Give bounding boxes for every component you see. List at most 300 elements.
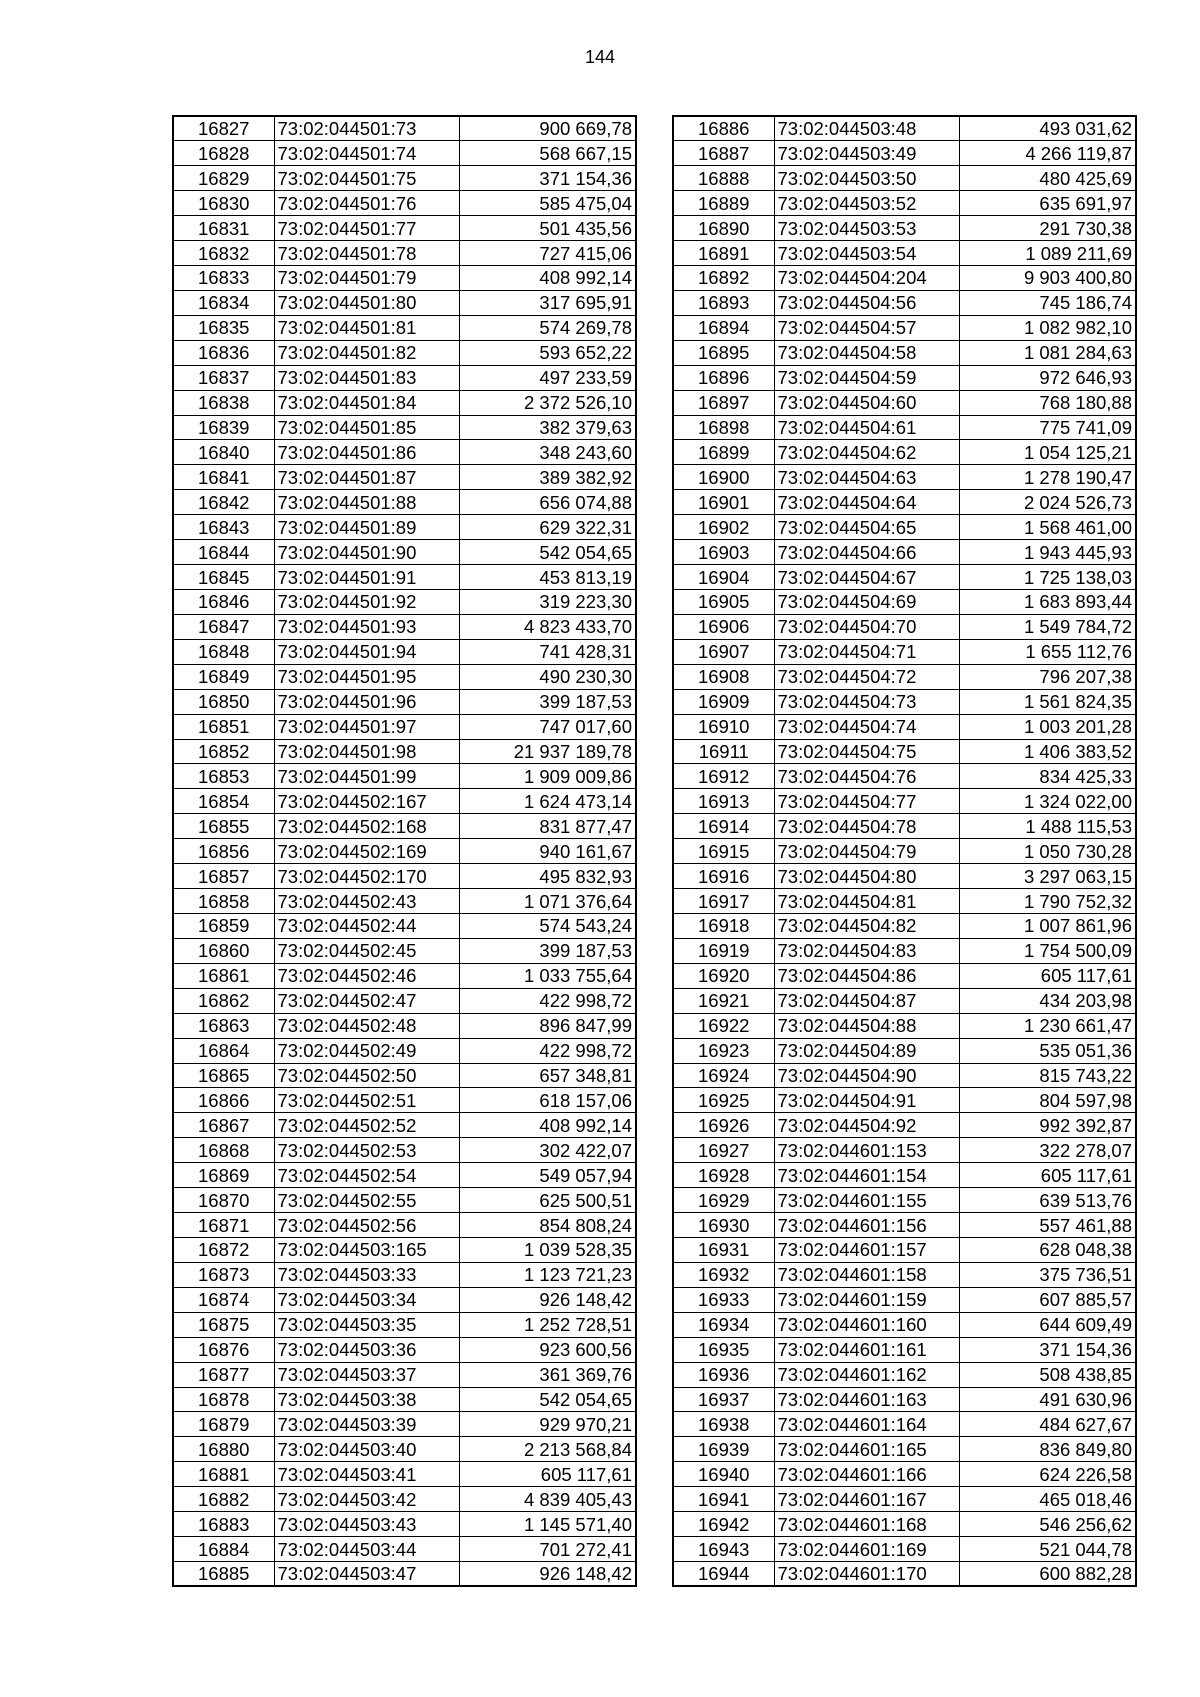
row-number-cell: 16916	[673, 864, 774, 889]
table-row	[173, 590, 636, 615]
cadastral-number-cell: 73:02:044504:204	[774, 266, 959, 291]
cadastral-number-cell: 73:02:044502:46	[274, 963, 459, 988]
table-row	[673, 739, 1136, 764]
value-cell: 1 568 461,00	[959, 515, 1136, 540]
table-row	[673, 1262, 1136, 1287]
cadastral-number-cell: 73:02:044601:169	[774, 1537, 959, 1562]
cadastral-number-cell: 73:02:044501:78	[274, 241, 459, 266]
value-cell: 508 438,85	[959, 1362, 1136, 1387]
table-row	[173, 191, 636, 216]
table-row	[173, 390, 636, 415]
table-row	[173, 1213, 636, 1238]
value-cell: 1 754 500,09	[959, 938, 1136, 963]
table-row	[173, 764, 636, 789]
table-row	[173, 440, 636, 465]
table-row	[173, 1387, 636, 1412]
value-cell: 834 425,33	[959, 764, 1136, 789]
row-number-cell: 16918	[673, 914, 774, 939]
row-number-cell: 16860	[173, 938, 274, 963]
row-number-cell: 16881	[173, 1462, 274, 1487]
value-cell: 701 272,41	[459, 1537, 636, 1562]
value-cell: 768 180,88	[959, 390, 1136, 415]
value-cell: 1 790 752,32	[959, 889, 1136, 914]
row-number-cell: 16846	[173, 590, 274, 615]
cadastral-number-cell: 73:02:044503:40	[274, 1437, 459, 1462]
row-number-cell: 16849	[173, 664, 274, 689]
cadastral-number-cell: 73:02:044601:161	[774, 1337, 959, 1362]
value-cell: 1 549 784,72	[959, 614, 1136, 639]
cadastral-number-cell: 73:02:044601:166	[774, 1462, 959, 1487]
cadastral-number-cell: 73:02:044503:42	[274, 1487, 459, 1512]
value-cell: 361 369,76	[459, 1362, 636, 1387]
value-cell: 1 082 982,10	[959, 315, 1136, 340]
table-row	[173, 565, 636, 590]
row-number-cell: 16911	[673, 739, 774, 764]
row-number-cell: 16893	[673, 290, 774, 315]
row-number-cell: 16904	[673, 565, 774, 590]
value-cell: 399 187,53	[459, 689, 636, 714]
cadastral-number-cell: 73:02:044502:43	[274, 889, 459, 914]
table-row	[673, 1113, 1136, 1138]
row-number-cell: 16905	[673, 590, 774, 615]
table-row	[673, 266, 1136, 291]
value-cell: 926 148,42	[459, 1561, 636, 1586]
row-number-cell: 16907	[673, 639, 774, 664]
cadastral-number-cell: 73:02:044501:83	[274, 365, 459, 390]
table-row	[673, 814, 1136, 839]
row-number-cell: 16929	[673, 1188, 774, 1213]
table-row	[673, 1387, 1136, 1412]
table-row	[673, 390, 1136, 415]
value-cell: 1 252 728,51	[459, 1312, 636, 1337]
cadastral-number-cell: 73:02:044504:87	[774, 988, 959, 1013]
value-cell: 600 882,28	[959, 1561, 1136, 1586]
value-cell: 399 187,53	[459, 938, 636, 963]
value-cell: 605 117,61	[959, 1163, 1136, 1188]
row-number-cell: 16852	[173, 739, 274, 764]
value-cell: 854 808,24	[459, 1213, 636, 1238]
cadastral-number-cell: 73:02:044504:58	[774, 340, 959, 365]
row-number-cell: 16913	[673, 789, 774, 814]
cadastral-number-cell: 73:02:044501:79	[274, 266, 459, 291]
cadastral-number-cell: 73:02:044504:86	[774, 963, 959, 988]
row-number-cell: 16885	[173, 1561, 274, 1586]
row-number-cell: 16844	[173, 540, 274, 565]
cadastral-number-cell: 73:02:044502:54	[274, 1163, 459, 1188]
cadastral-number-cell: 73:02:044501:99	[274, 764, 459, 789]
cadastral-number-cell: 73:02:044503:47	[274, 1561, 459, 1586]
value-cell: 2 024 526,73	[959, 490, 1136, 515]
value-cell: 1 561 824,35	[959, 689, 1136, 714]
table-row	[673, 1537, 1136, 1562]
table-row	[173, 639, 636, 664]
cadastral-number-cell: 73:02:044503:54	[774, 241, 959, 266]
row-number-cell: 16842	[173, 490, 274, 515]
value-cell: 491 630,96	[959, 1387, 1136, 1412]
table-row	[673, 889, 1136, 914]
row-number-cell: 16874	[173, 1287, 274, 1312]
table-row	[673, 689, 1136, 714]
table-row	[173, 864, 636, 889]
table-row	[673, 1013, 1136, 1038]
table-row	[173, 315, 636, 340]
table-row	[673, 864, 1136, 889]
cadastral-number-cell: 73:02:044502:45	[274, 938, 459, 963]
row-number-cell: 16895	[673, 340, 774, 365]
value-cell: 434 203,98	[959, 988, 1136, 1013]
value-cell: 929 970,21	[459, 1412, 636, 1437]
row-number-cell: 16865	[173, 1063, 274, 1088]
value-cell: 745 186,74	[959, 290, 1136, 315]
table-row	[673, 540, 1136, 565]
value-cell: 535 051,36	[959, 1038, 1136, 1063]
cadastral-number-cell: 73:02:044502:48	[274, 1013, 459, 1038]
row-number-cell: 16868	[173, 1138, 274, 1163]
cadastral-number-cell: 73:02:044502:170	[274, 864, 459, 889]
value-cell: 453 813,19	[459, 565, 636, 590]
table-row	[673, 839, 1136, 864]
row-number-cell: 16854	[173, 789, 274, 814]
cadastral-number-cell: 73:02:044501:98	[274, 739, 459, 764]
cadastral-number-cell: 73:02:044601:160	[774, 1312, 959, 1337]
cadastral-number-cell: 73:02:044504:64	[774, 490, 959, 515]
row-number-cell: 16921	[673, 988, 774, 1013]
row-number-cell: 16903	[673, 540, 774, 565]
row-number-cell: 16877	[173, 1362, 274, 1387]
value-cell: 322 278,07	[959, 1138, 1136, 1163]
value-cell: 1 003 201,28	[959, 714, 1136, 739]
table-row	[173, 914, 636, 939]
row-number-cell: 16834	[173, 290, 274, 315]
value-cell: 317 695,91	[459, 290, 636, 315]
table-row	[173, 340, 636, 365]
table-row	[173, 664, 636, 689]
cadastral-number-cell: 73:02:044504:60	[774, 390, 959, 415]
table-row	[673, 216, 1136, 241]
row-number-cell: 16863	[173, 1013, 274, 1038]
row-number-cell: 16920	[673, 963, 774, 988]
row-number-cell: 16841	[173, 465, 274, 490]
table-row	[173, 988, 636, 1013]
table-row	[173, 116, 636, 141]
cadastral-number-cell: 73:02:044501:96	[274, 689, 459, 714]
cadastral-number-cell: 73:02:044502:52	[274, 1113, 459, 1138]
cadastral-number-cell: 73:02:044504:63	[774, 465, 959, 490]
cadastral-number-cell: 73:02:044504:56	[774, 290, 959, 315]
cadastral-number-cell: 73:02:044501:77	[274, 216, 459, 241]
row-number-cell: 16941	[673, 1487, 774, 1512]
value-cell: 371 154,36	[459, 166, 636, 191]
cadastral-number-cell: 73:02:044601:167	[774, 1487, 959, 1512]
table-row	[673, 938, 1136, 963]
table-row	[173, 1312, 636, 1337]
value-cell: 2 372 526,10	[459, 390, 636, 415]
table-row	[173, 1063, 636, 1088]
value-cell: 1 683 893,44	[959, 590, 1136, 615]
table-row	[173, 1188, 636, 1213]
table-row	[173, 290, 636, 315]
cadastral-number-cell: 73:02:044504:67	[774, 565, 959, 590]
cadastral-number-cell: 73:02:044501:86	[274, 440, 459, 465]
cadastral-number-cell: 73:02:044601:153	[774, 1138, 959, 1163]
cadastral-number-cell: 73:02:044601:164	[774, 1412, 959, 1437]
row-number-cell: 16944	[673, 1561, 774, 1586]
cadastral-number-cell: 73:02:044501:81	[274, 315, 459, 340]
row-number-cell: 16931	[673, 1237, 774, 1262]
row-number-cell: 16835	[173, 315, 274, 340]
row-number-cell: 16829	[173, 166, 274, 191]
cadastral-number-cell: 73:02:044501:73	[274, 116, 459, 141]
table-row	[673, 440, 1136, 465]
value-cell: 501 435,56	[459, 216, 636, 241]
cadastral-number-cell: 73:02:044601:170	[774, 1561, 959, 1586]
cadastral-number-cell: 73:02:044504:90	[774, 1063, 959, 1088]
row-number-cell: 16884	[173, 1537, 274, 1562]
cadastral-number-cell: 73:02:044501:87	[274, 465, 459, 490]
row-number-cell: 16875	[173, 1312, 274, 1337]
table-row	[173, 714, 636, 739]
cadastral-number-cell: 73:02:044501:89	[274, 515, 459, 540]
row-number-cell: 16892	[673, 266, 774, 291]
cadastral-number-cell: 73:02:044504:83	[774, 938, 959, 963]
table-row	[173, 1287, 636, 1312]
value-cell: 1 943 445,93	[959, 540, 1136, 565]
row-number-cell: 16923	[673, 1038, 774, 1063]
page-number: 144	[584, 47, 616, 67]
table-row	[673, 191, 1136, 216]
cadastral-number-cell: 73:02:044504:65	[774, 515, 959, 540]
cadastral-number-cell: 73:02:044501:91	[274, 565, 459, 590]
row-number-cell: 16932	[673, 1262, 774, 1287]
table-row	[173, 1262, 636, 1287]
table-row	[673, 988, 1136, 1013]
row-number-cell: 16840	[173, 440, 274, 465]
row-number-cell: 16926	[673, 1113, 774, 1138]
cadastral-number-cell: 73:02:044502:53	[274, 1138, 459, 1163]
row-number-cell: 16871	[173, 1213, 274, 1238]
value-cell: 542 054,65	[459, 540, 636, 565]
value-cell: 408 992,14	[459, 1113, 636, 1138]
row-number-cell: 16872	[173, 1237, 274, 1262]
table-row	[173, 1013, 636, 1038]
cadastral-number-cell: 73:02:044503:37	[274, 1362, 459, 1387]
cadastral-number-cell: 73:02:044501:76	[274, 191, 459, 216]
value-cell: 992 392,87	[959, 1113, 1136, 1138]
table-row	[173, 1561, 636, 1586]
row-number-cell: 16909	[673, 689, 774, 714]
value-cell: 1 488 115,53	[959, 814, 1136, 839]
cadastral-number-cell: 73:02:044503:39	[274, 1412, 459, 1437]
value-cell: 2 213 568,84	[459, 1437, 636, 1462]
table-row	[673, 241, 1136, 266]
value-cell: 542 054,65	[459, 1387, 636, 1412]
value-cell: 1 230 661,47	[959, 1013, 1136, 1038]
cadastral-number-cell: 73:02:044503:48	[774, 116, 959, 141]
row-number-cell: 16936	[673, 1362, 774, 1387]
table-row	[173, 216, 636, 241]
register-table-body	[173, 116, 636, 1586]
cadastral-number-cell: 73:02:044504:62	[774, 440, 959, 465]
value-cell: 618 157,06	[459, 1088, 636, 1113]
row-number-cell: 16901	[673, 490, 774, 515]
row-number-cell: 16859	[173, 914, 274, 939]
row-number-cell: 16890	[673, 216, 774, 241]
table-row	[673, 315, 1136, 340]
table-row	[173, 465, 636, 490]
cadastral-number-cell: 73:02:044501:97	[274, 714, 459, 739]
table-row	[173, 789, 636, 814]
row-number-cell: 16856	[173, 839, 274, 864]
row-number-cell: 16915	[673, 839, 774, 864]
table-row	[673, 1038, 1136, 1063]
row-number-cell: 16917	[673, 889, 774, 914]
table-row	[673, 1088, 1136, 1113]
row-number-cell: 16836	[173, 340, 274, 365]
value-cell: 3 297 063,15	[959, 864, 1136, 889]
cadastral-number-cell: 73:02:044601:159	[774, 1287, 959, 1312]
cadastral-number-cell: 73:02:044601:155	[774, 1188, 959, 1213]
cadastral-number-cell: 73:02:044502:47	[274, 988, 459, 1013]
cadastral-number-cell: 73:02:044503:41	[274, 1462, 459, 1487]
row-number-cell: 16943	[673, 1537, 774, 1562]
table-row	[673, 1561, 1136, 1586]
table-row	[173, 839, 636, 864]
row-number-cell: 16940	[673, 1462, 774, 1487]
cadastral-number-cell: 73:02:044504:76	[774, 764, 959, 789]
table-row	[673, 1163, 1136, 1188]
cadastral-number-cell: 73:02:044503:33	[274, 1262, 459, 1287]
table-row	[673, 1138, 1136, 1163]
cadastral-number-cell: 73:02:044502:51	[274, 1088, 459, 1113]
cadastral-number-cell: 73:02:044504:88	[774, 1013, 959, 1038]
cadastral-number-cell: 73:02:044503:165	[274, 1237, 459, 1262]
cadastral-number-cell: 73:02:044601:163	[774, 1387, 959, 1412]
row-number-cell: 16899	[673, 440, 774, 465]
value-cell: 1 145 571,40	[459, 1512, 636, 1537]
table-row	[673, 565, 1136, 590]
cadastral-number-cell: 73:02:044504:77	[774, 789, 959, 814]
value-cell: 382 379,63	[459, 415, 636, 440]
table-row	[673, 141, 1136, 166]
table-row	[673, 1312, 1136, 1337]
table-row	[173, 141, 636, 166]
table-row	[173, 415, 636, 440]
value-cell: 490 230,30	[459, 664, 636, 689]
value-cell: 900 669,78	[459, 116, 636, 141]
table-row	[673, 714, 1136, 739]
value-cell: 972 646,93	[959, 365, 1136, 390]
cadastral-number-cell: 73:02:044504:78	[774, 814, 959, 839]
row-number-cell: 16906	[673, 614, 774, 639]
cadastral-number-cell: 73:02:044503:49	[774, 141, 959, 166]
cadastral-number-cell: 73:02:044504:80	[774, 864, 959, 889]
row-number-cell: 16862	[173, 988, 274, 1013]
value-cell: 624 226,58	[959, 1462, 1136, 1487]
value-cell: 1 624 473,14	[459, 789, 636, 814]
register-table-left	[172, 115, 637, 1587]
row-number-cell: 16864	[173, 1038, 274, 1063]
value-cell: 497 233,59	[459, 365, 636, 390]
row-number-cell: 16867	[173, 1113, 274, 1138]
table-row	[673, 1188, 1136, 1213]
cadastral-number-cell: 73:02:044601:165	[774, 1437, 959, 1462]
value-cell: 1 089 211,69	[959, 241, 1136, 266]
value-cell: 926 148,42	[459, 1287, 636, 1312]
table-row	[673, 1437, 1136, 1462]
value-cell: 593 652,22	[459, 340, 636, 365]
value-cell: 741 428,31	[459, 639, 636, 664]
cadastral-number-cell: 73:02:044504:92	[774, 1113, 959, 1138]
value-cell: 4 823 433,70	[459, 614, 636, 639]
row-number-cell: 16883	[173, 1512, 274, 1537]
value-cell: 804 597,98	[959, 1088, 1136, 1113]
value-cell: 747 017,60	[459, 714, 636, 739]
table-row	[173, 1362, 636, 1387]
cadastral-number-cell: 73:02:044502:44	[274, 914, 459, 939]
cadastral-number-cell: 73:02:044502:169	[274, 839, 459, 864]
cadastral-number-cell: 73:02:044504:73	[774, 689, 959, 714]
cadastral-number-cell: 73:02:044601:162	[774, 1362, 959, 1387]
table-row	[173, 540, 636, 565]
row-number-cell: 16912	[673, 764, 774, 789]
value-cell: 493 031,62	[959, 116, 1136, 141]
cadastral-number-cell: 73:02:044504:66	[774, 540, 959, 565]
table-row	[673, 1512, 1136, 1537]
cadastral-number-cell: 73:02:044501:84	[274, 390, 459, 415]
cadastral-number-cell: 73:02:044601:168	[774, 1512, 959, 1537]
table-row	[673, 490, 1136, 515]
value-cell: 21 937 189,78	[459, 739, 636, 764]
table-row	[673, 166, 1136, 191]
cadastral-number-cell: 73:02:044501:74	[274, 141, 459, 166]
row-number-cell: 16833	[173, 266, 274, 291]
row-number-cell: 16900	[673, 465, 774, 490]
cadastral-number-cell: 73:02:044503:43	[274, 1512, 459, 1537]
cadastral-number-cell: 73:02:044503:38	[274, 1387, 459, 1412]
row-number-cell: 16930	[673, 1213, 774, 1238]
row-number-cell: 16851	[173, 714, 274, 739]
row-number-cell: 16908	[673, 664, 774, 689]
value-cell: 607 885,57	[959, 1287, 1136, 1312]
cadastral-number-cell: 73:02:044504:82	[774, 914, 959, 939]
cadastral-number-cell: 73:02:044502:168	[274, 814, 459, 839]
table-row	[173, 1487, 636, 1512]
row-number-cell: 16878	[173, 1387, 274, 1412]
register-table-right	[672, 115, 1137, 1587]
row-number-cell: 16873	[173, 1262, 274, 1287]
table-row	[673, 116, 1136, 141]
table-row	[673, 515, 1136, 540]
row-number-cell: 16853	[173, 764, 274, 789]
cadastral-number-cell: 73:02:044504:70	[774, 614, 959, 639]
value-cell: 422 998,72	[459, 1038, 636, 1063]
table-row	[673, 1362, 1136, 1387]
table-row	[173, 515, 636, 540]
table-row	[173, 938, 636, 963]
cadastral-number-cell: 73:02:044503:36	[274, 1337, 459, 1362]
value-cell: 568 667,15	[459, 141, 636, 166]
row-number-cell: 16888	[673, 166, 774, 191]
cadastral-number-cell: 73:02:044504:69	[774, 590, 959, 615]
value-cell: 656 074,88	[459, 490, 636, 515]
row-number-cell: 16919	[673, 938, 774, 963]
table-row	[173, 814, 636, 839]
row-number-cell: 16857	[173, 864, 274, 889]
row-number-cell: 16855	[173, 814, 274, 839]
value-cell: 585 475,04	[459, 191, 636, 216]
table-row	[173, 889, 636, 914]
value-cell: 549 057,94	[459, 1163, 636, 1188]
